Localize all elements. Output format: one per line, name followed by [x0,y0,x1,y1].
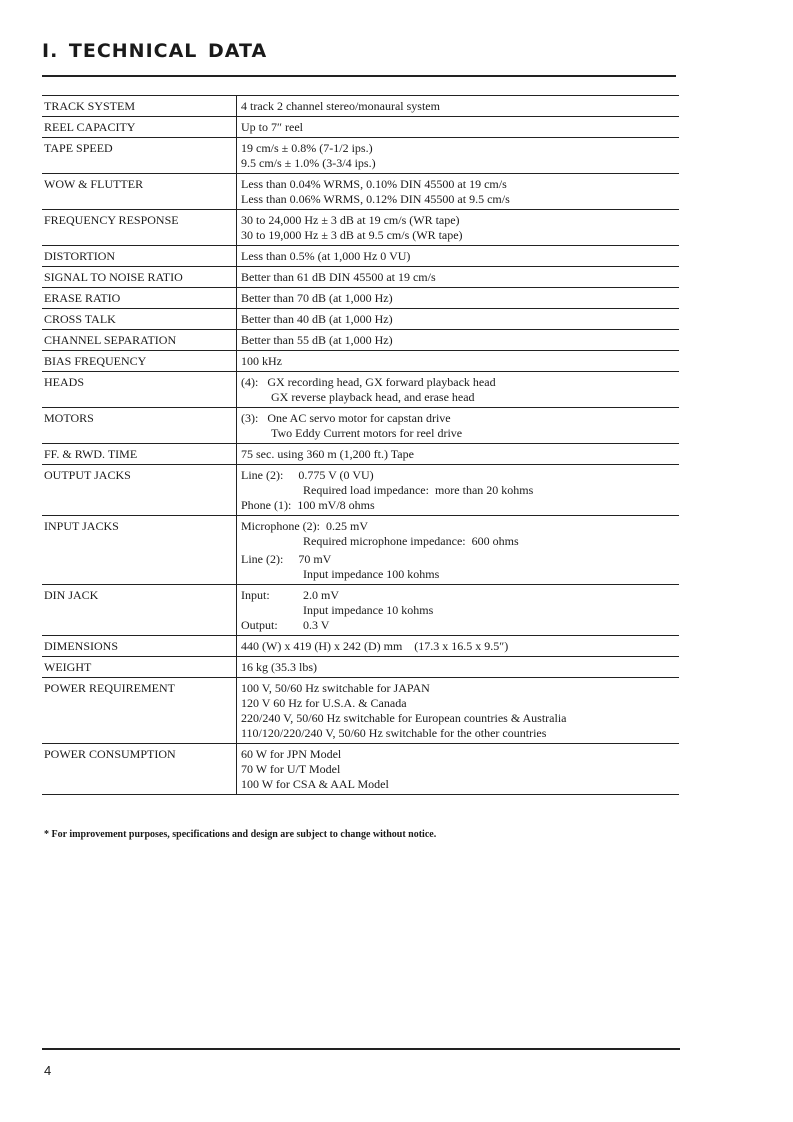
spec-label: SIGNAL TO NOISE RATIO [44,270,183,284]
spec-value-line: Input impedance 10 kohms [303,603,434,617]
spec-label: FF. & RWD. TIME [44,447,138,461]
spec-value-line: 2.0 mV [303,588,339,602]
spec-row-dimensions [42,635,679,656]
spec-value [236,267,679,287]
spec-label: POWER CONSUMPTION [44,747,176,761]
spec-row-distortion [42,245,679,266]
spec-label: REEL CAPACITY [44,120,136,134]
page-number: 4 [44,1063,52,1078]
spec-row-signal-to-noise [42,266,679,287]
spec-value-line: 60 W for JPN Model [241,747,342,761]
spec-value-line: Better than 55 dB (at 1,000 Hz) [241,333,393,347]
spec-row-motors [42,407,679,443]
spec-value [236,372,679,407]
spec-value-line: Microphone (2): 0.25 mV [241,519,368,533]
spec-value [236,210,679,245]
spec-value-line: Input impedance 100 kohms [303,567,440,581]
spec-value-line: Output: [241,618,278,632]
spec-value [236,657,679,677]
spec-value-line: GX reverse playback head, and erase head [271,390,475,404]
spec-value-line: Input: [241,588,270,602]
spec-value-line: 100 W for CSA & AAL Model [241,777,389,791]
spec-row-input-jacks [42,515,679,584]
spec-row-heads [42,371,679,407]
spec-label: DIMENSIONS [44,639,119,653]
spec-value [236,330,679,350]
spec-label: CHANNEL SEPARATION [44,333,177,347]
spec-value [236,288,679,308]
spec-value-line: 75 sec. using 360 m (1,200 ft.) Tape [241,447,414,461]
spec-value-line: Up to 7″ reel [241,120,303,134]
spec-label: TAPE SPEED [44,141,113,155]
spec-value-line: 30 to 24,000 Hz ± 3 dB at 19 cm/s (WR tape) [241,213,460,227]
spec-value-line: 220/240 V, 50/60 Hz switchable for European countries & Australia [241,711,567,725]
spec-value-line: 0.3 V [303,618,330,632]
spec-label: HEADS [44,375,85,389]
spec-value-line: 30 to 19,000 Hz ± 3 dB at 9.5 cm/s (WR tape) [241,228,463,242]
page-title: I. TECHNICAL DATA [42,40,268,62]
spec-label: DISTORTION [44,249,116,263]
spec-value-line: Less than 0.04% WRMS, 0.10% DIN 45500 at 19 cm/s [241,177,507,191]
spec-value-line: 4 track 2 channel stereo/monaural system [241,99,440,113]
spec-row-tape-speed [42,137,679,173]
spec-value-line: Less than 0.5% (at 1,000 Hz 0 VU) [241,249,411,263]
spec-row-frequency-response [42,209,679,245]
spec-value-line: (3): One AC servo motor for capstan drive [241,411,451,425]
spec-label: DIN JACK [44,588,99,602]
spec-row-output-jacks [42,464,679,515]
spec-value-line: Required load impedance: more than 20 kohms [303,483,534,497]
spec-value-line: Better than 61 dB DIN 45500 at 19 cm/s [241,270,436,284]
spec-value [236,138,679,173]
spec-value [236,309,679,329]
spec-value [236,444,679,464]
spec-label: MOTORS [44,411,94,425]
spec-value-line: 70 W for U/T Model [241,762,341,776]
spec-row-track-system [42,95,679,116]
spec-value [236,351,679,371]
spec-value [236,174,679,209]
spec-value-line: 100 V, 50/60 Hz switchable for JAPAN [241,681,430,695]
spec-label: CROSS TALK [44,312,116,326]
spec-label: WOW & FLUTTER [44,177,144,191]
spec-value-line: Less than 0.06% WRMS, 0.12% DIN 45500 at 9.5 cm/s [241,192,510,206]
spec-label: WEIGHT [44,660,92,674]
spec-row-cross-talk [42,308,679,329]
spec-label: INPUT JACKS [44,519,119,533]
spec-value-line: 110/120/220/240 V, 50/60 Hz switchable for the other countries [241,726,547,740]
spec-row-channel-separation [42,329,679,350]
spec-label: ERASE RATIO [44,291,121,305]
spec-label: BIAS FREQUENCY [44,354,147,368]
spec-value [236,246,679,266]
spec-value [236,516,679,584]
spec-value [236,585,679,635]
spec-row-power-consumption [42,743,679,795]
spec-value-line: Line (2): 0.775 V (0 VU) [241,468,374,482]
spec-row-wow-flutter [42,173,679,209]
spec-value [236,636,679,656]
spec-label: FREQUENCY RESPONSE [44,213,179,227]
spec-value-line: 9.5 cm/s ± 1.0% (3-3/4 ips.) [241,156,376,170]
footer-rule [42,1048,680,1050]
spec-label: TRACK SYSTEM [44,99,136,113]
spec-value [236,96,679,116]
spec-value [236,744,679,794]
spec-value-line: 19 cm/s ± 0.8% (7-1/2 ips.) [241,141,373,155]
spec-value-line: Two Eddy Current motors for reel drive [271,426,463,440]
spec-value [236,465,679,515]
spec-row-bias-frequency [42,350,679,371]
spec-value-line: Line (2): 70 mV [241,552,332,566]
spec-value [236,678,679,743]
spec-row-erase-ratio [42,287,679,308]
spec-value-line: (4): GX recording head, GX forward playback head [241,375,496,389]
spec-row-power-requirement [42,677,679,743]
spec-row-ff-rwd-time [42,443,679,464]
spec-table [42,95,679,795]
spec-value-line: Phone (1): 100 mV/8 ohms [241,498,375,512]
spec-value-line: Better than 40 dB (at 1,000 Hz) [241,312,393,326]
spec-value-line: 120 V 60 Hz for U.S.A. & Canada [241,696,407,710]
spec-value-line: 440 (W) x 419 (H) x 242 (D) mm (17.3 x 16.5 x 9.5″) [241,639,509,653]
spec-value [236,117,679,137]
spec-row-weight [42,656,679,677]
spec-value-line: 100 kHz [241,354,282,368]
spec-row-reel-capacity [42,116,679,137]
title-rule [42,75,676,77]
spec-label: POWER REQUIREMENT [44,681,175,695]
footnote: * For improvement purposes, specifications and design are subject to change without notice. [44,829,437,840]
spec-label: OUTPUT JACKS [44,468,131,482]
spec-value-line: Better than 70 dB (at 1,000 Hz) [241,291,393,305]
spec-value [236,408,679,443]
spec-row-din-jack [42,584,679,635]
spec-value-line: Required microphone impedance: 600 ohms [303,534,519,548]
spec-value-line: 16 kg (35.3 lbs) [241,660,317,674]
